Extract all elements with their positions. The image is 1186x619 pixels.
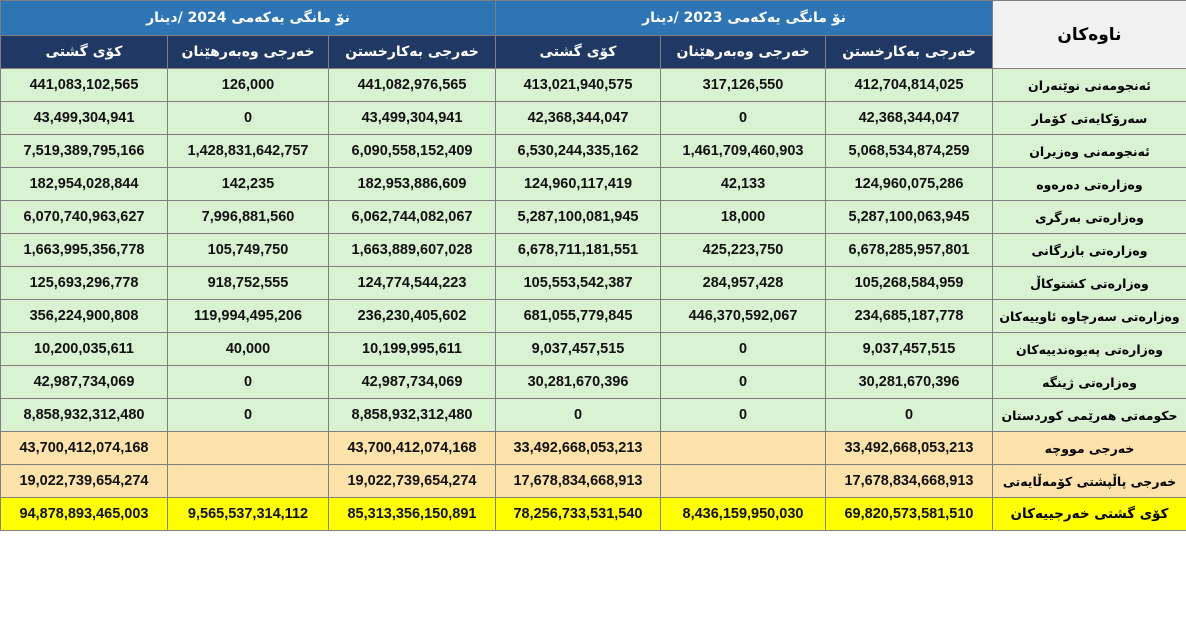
- cell-2023-operating: 412,704,814,025: [826, 69, 993, 102]
- cell-2023-operating: 5,068,534,874,259: [826, 135, 993, 168]
- table-row: [1, 267, 1186, 300]
- cell-2023-operating: 124,960,075,286: [826, 168, 993, 201]
- cell-2023-investment: 446,370,592,067: [661, 300, 826, 333]
- row-label: خەرجی مووچە: [993, 432, 1186, 465]
- cell-2024-total: 94,878,893,465,003: [1, 498, 168, 531]
- cell-2023-total: 33,492,668,053,213: [496, 432, 661, 465]
- table-row: [1, 432, 1186, 465]
- cell-2024-total: 42,987,734,069: [1, 366, 168, 399]
- grand-total-row: [1, 498, 1186, 531]
- row-label: وەزارەتی بازرگانی: [993, 234, 1186, 267]
- cell-2023-operating: 33,492,668,053,213: [826, 432, 993, 465]
- cell-2024-total: 441,083,102,565: [1, 69, 168, 102]
- cell-2023-investment: 1,461,709,460,903: [661, 135, 826, 168]
- cell-2024-total: 1,663,995,356,778: [1, 234, 168, 267]
- cell-2024-investment: 0: [168, 366, 329, 399]
- cell-2023-investment: 425,223,750: [661, 234, 826, 267]
- cell-2024-investment: 1,428,831,642,757: [168, 135, 329, 168]
- cell-2023-operating: 234,685,187,778: [826, 300, 993, 333]
- cell-2024-operating: 43,700,412,074,168: [329, 432, 496, 465]
- cell-2024-investment: 7,996,881,560: [168, 201, 329, 234]
- cell-2023-investment: 18,000: [661, 201, 826, 234]
- cell-2024-operating: 236,230,405,602: [329, 300, 496, 333]
- table-row: [1, 135, 1186, 168]
- cell-2024-operating: 19,022,739,654,274: [329, 465, 496, 498]
- cell-2024-investment: [168, 465, 329, 498]
- table-row: [1, 399, 1186, 432]
- cell-2023-operating: 17,678,834,668,913: [826, 465, 993, 498]
- cell-2023-operating: 30,281,670,396: [826, 366, 993, 399]
- cell-2024-operating: 441,082,976,565: [329, 69, 496, 102]
- cell-2024-operating: 10,199,995,611: [329, 333, 496, 366]
- cell-2023-investment: 284,957,428: [661, 267, 826, 300]
- row-label: وەزارەتی کشتوکاڵ: [993, 267, 1186, 300]
- cell-2024-operating: 42,987,734,069: [329, 366, 496, 399]
- cell-2023-investment: [661, 465, 826, 498]
- cell-2023-operating: 5,287,100,063,945: [826, 201, 993, 234]
- cell-2023-operating: 42,368,344,047: [826, 102, 993, 135]
- cell-2023-investment: 8,436,159,950,030: [661, 498, 826, 531]
- row-label: کۆی گشتی خەرجییەکان: [993, 498, 1186, 531]
- row-label: وەزارەتی پەیوەندییەکان: [993, 333, 1186, 366]
- cell-2023-total: 17,678,834,668,913: [496, 465, 661, 498]
- cell-2024-investment: 40,000: [168, 333, 329, 366]
- period-header-2024: نۆ مانگی یەکەمی 2024 /دینار: [1, 1, 496, 36]
- row-label: وەزارەتی دەرەوە: [993, 168, 1186, 201]
- cell-2024-total: 19,022,739,654,274: [1, 465, 168, 498]
- cell-2023-total: 6,530,244,335,162: [496, 135, 661, 168]
- cell-2023-total: 9,037,457,515: [496, 333, 661, 366]
- cell-2024-investment: 105,749,750: [168, 234, 329, 267]
- cell-2023-operating: 105,268,584,959: [826, 267, 993, 300]
- cell-2023-investment: 0: [661, 102, 826, 135]
- cell-2024-investment: 126,000: [168, 69, 329, 102]
- cell-2024-total: 6,070,740,963,627: [1, 201, 168, 234]
- cell-2023-total: 30,281,670,396: [496, 366, 661, 399]
- cell-2023-operating: 69,820,573,581,510: [826, 498, 993, 531]
- items-column-header: ناوەکان: [993, 1, 1186, 69]
- row-label: وەزارەتی بەرگری: [993, 201, 1186, 234]
- cell-2024-total: 125,693,296,778: [1, 267, 168, 300]
- cell-2023-investment: 0: [661, 399, 826, 432]
- period-header-2023: نۆ مانگی یەکەمی 2023 /دینار: [496, 1, 993, 36]
- cell-2023-operating: 9,037,457,515: [826, 333, 993, 366]
- table-row: [1, 300, 1186, 333]
- row-label: خەرجی پاڵپشتی کۆمەڵایەتی: [993, 465, 1186, 498]
- cell-2023-investment: 317,126,550: [661, 69, 826, 102]
- cell-2024-investment: 119,994,495,206: [168, 300, 329, 333]
- cell-2023-total: 0: [496, 399, 661, 432]
- cell-2023-total: 681,055,779,845: [496, 300, 661, 333]
- cell-2023-total: 124,960,117,419: [496, 168, 661, 201]
- col-2023-operating: خەرجی بەکارخستن: [826, 36, 993, 69]
- cell-2023-investment: [661, 432, 826, 465]
- cell-2023-total: 413,021,940,575: [496, 69, 661, 102]
- cell-2024-total: 356,224,900,808: [1, 300, 168, 333]
- cell-2024-total: 7,519,389,795,166: [1, 135, 168, 168]
- row-label: حکومەتی هەرێمی کوردستان: [993, 399, 1186, 432]
- col-2024-total: کۆی گشتی: [1, 36, 168, 69]
- cell-2024-total: 8,858,932,312,480: [1, 399, 168, 432]
- row-label: وەزارەتی ژینگە: [993, 366, 1186, 399]
- table-row: [1, 201, 1186, 234]
- col-2024-operating: خەرجی بەکارخستن: [329, 36, 496, 69]
- cell-2023-total: 5,287,100,081,945: [496, 201, 661, 234]
- table-row: [1, 102, 1186, 135]
- cell-2023-investment: 0: [661, 366, 826, 399]
- table-row: [1, 69, 1186, 102]
- cell-2024-total: 43,499,304,941: [1, 102, 168, 135]
- col-2023-total: کۆی گشتی: [496, 36, 661, 69]
- cell-2024-operating: 43,499,304,941: [329, 102, 496, 135]
- col-2023-investment: خەرجی وەبەرهێنان: [661, 36, 826, 69]
- cell-2024-operating: 182,953,886,609: [329, 168, 496, 201]
- cell-2024-investment: 918,752,555: [168, 267, 329, 300]
- cell-2024-investment: [168, 432, 329, 465]
- col-2024-investment: خەرجی وەبەرهێنان: [168, 36, 329, 69]
- cell-2023-total: 105,553,542,387: [496, 267, 661, 300]
- cell-2024-total: 10,200,035,611: [1, 333, 168, 366]
- table-row: [1, 168, 1186, 201]
- cell-2023-total: 42,368,344,047: [496, 102, 661, 135]
- cell-2024-operating: 6,090,558,152,409: [329, 135, 496, 168]
- cell-2024-operating: 6,062,744,082,067: [329, 201, 496, 234]
- cell-2023-total: 6,678,711,181,551: [496, 234, 661, 267]
- row-label: ئەنجومەنی نوێنەران: [993, 69, 1186, 102]
- table-row: [1, 366, 1186, 399]
- cell-2024-operating: 124,774,544,223: [329, 267, 496, 300]
- cell-2024-operating: 85,313,356,150,891: [329, 498, 496, 531]
- cell-2024-investment: 9,565,537,314,112: [168, 498, 329, 531]
- cell-2024-investment: 142,235: [168, 168, 329, 201]
- cell-2024-operating: 8,858,932,312,480: [329, 399, 496, 432]
- cell-2024-operating: 1,663,889,607,028: [329, 234, 496, 267]
- row-label: ئەنجومەنی وەزیران: [993, 135, 1186, 168]
- table-row: [1, 333, 1186, 366]
- cell-2024-total: 43,700,412,074,168: [1, 432, 168, 465]
- cell-2024-investment: 0: [168, 102, 329, 135]
- cell-2024-total: 182,954,028,844: [1, 168, 168, 201]
- table-row: [1, 465, 1186, 498]
- cell-2023-investment: 42,133: [661, 168, 826, 201]
- cell-2023-operating: 6,678,285,957,801: [826, 234, 993, 267]
- row-label: سەرۆکایەتی کۆمار: [993, 102, 1186, 135]
- cell-2024-investment: 0: [168, 399, 329, 432]
- cell-2023-operating: 0: [826, 399, 993, 432]
- cell-2023-investment: 0: [661, 333, 826, 366]
- cell-2023-total: 78,256,733,531,540: [496, 498, 661, 531]
- row-label: وەزارەتی سەرچاوە ئاوییەکان: [993, 300, 1186, 333]
- table-row: [1, 234, 1186, 267]
